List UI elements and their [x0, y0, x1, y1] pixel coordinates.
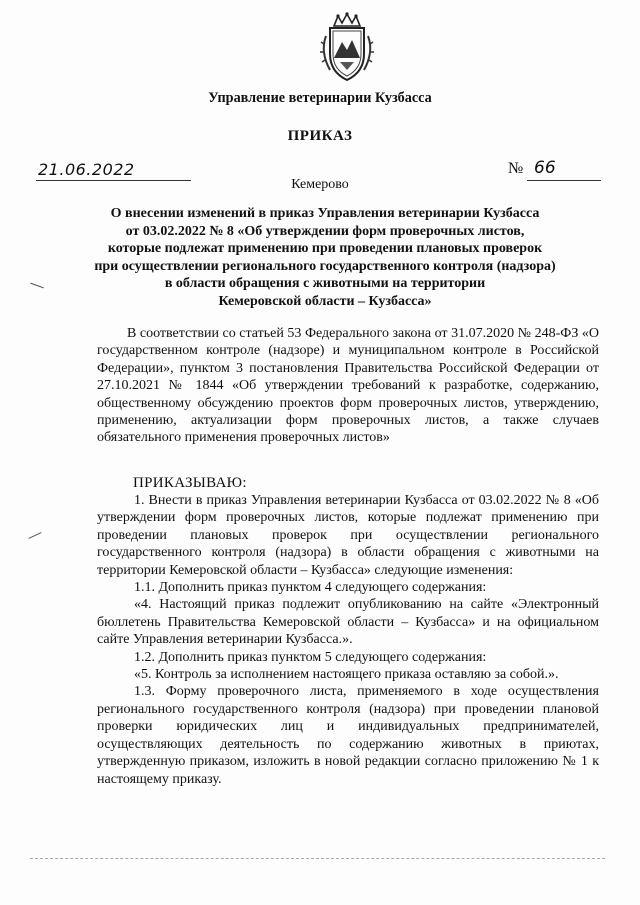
- title-line: от 03.02.2022 № 8 «Об утверждении форм проверочных листов,: [125, 223, 525, 239]
- order-item: «5. Контроль за исполнением настоящего приказа оставляю за собой.».: [134, 667, 559, 683]
- city-name: Кемерово: [291, 177, 349, 192]
- kuzbass-coat-of-arms-icon: [316, 12, 378, 84]
- scan-margin-mark: [28, 532, 41, 539]
- preamble-text: В соответствии со статьей 53 Федерального закона от 31.07.2020 № 248-ФЗ «О государственном контроле (надзоре) и муниципальном контроле в Российской Федерации», пунктом 3 постановления Правительства Российской Федерации от 27.10.2021 № 1844 «Об утверждении требований к разработке, содержанию, общественному обсуждению проектов форм проверочных листов, утверждению, применению, актуализации форм проверочных листов, а также случаев обязательного применения проверочных листов»: [97, 326, 599, 446]
- order-items: [97, 492, 599, 788]
- order-item: 1. Внести в приказ Управления ветеринарии Кузбасса от 03.02.2022 № 8 «Об утверждении форм проверочных листов, которые подлежат применению при проведении плановых проверок при осуществлении регионального государственного контроля (надзора) в области обращения с животными на территории Кемеровской области – Кузбасса» следующие изменения:: [97, 493, 599, 578]
- scan-margin-mark: [30, 283, 43, 289]
- title-line: О внесении изменений в приказ Управления ветеринарии Кузбасса: [110, 206, 540, 221]
- document-title: [60, 205, 590, 310]
- preamble-paragraph: [97, 325, 599, 447]
- document-number: 66: [534, 158, 556, 178]
- number-label: №: [508, 160, 524, 177]
- order-item: 1.1. Дополнить приказ пунктом 4 следующего содержания:: [134, 580, 487, 596]
- title-line: при осуществлении регионального государственного контроля (надзора): [94, 258, 556, 274]
- document-type: ПРИКАЗ: [287, 128, 353, 144]
- title-line: в области обращения с животными на территории: [164, 276, 486, 291]
- organization-name: Управление ветеринарии Кузбасса: [208, 90, 432, 106]
- order-item: «4. Настоящий приказ подлежит опубликованию на сайте «Электронный бюллетень Правительства Кемеровской области – Кузбасса» и на официальном сайте Управления ветеринарии Кузбасса.».: [97, 597, 599, 648]
- title-line: которые подлежат применению при проведении плановых проверок: [107, 241, 543, 256]
- order-item: 1.3. Форму проверочного листа, применяемого в ходе осуществления регионального государственного контроля (надзора) при проведении плановой проверки юридических лиц и индивидуальных предпринимателей, осуществляющих деятельность по содержанию животных в приютах, утвержденную приказом, изложить в новой редакции согласно приложению № 1 к настоящему приказу.: [97, 684, 599, 787]
- order-item: 1.2. Дополнить приказ пунктом 5 следующего содержания:: [134, 649, 487, 665]
- scan-footer-line: [30, 858, 605, 859]
- order-heading: ПРИКАЗЫВАЮ:: [133, 475, 247, 491]
- document-date: 21.06.2022: [38, 160, 135, 179]
- title-line: Кемеровской области – Кузбасса»: [218, 293, 432, 309]
